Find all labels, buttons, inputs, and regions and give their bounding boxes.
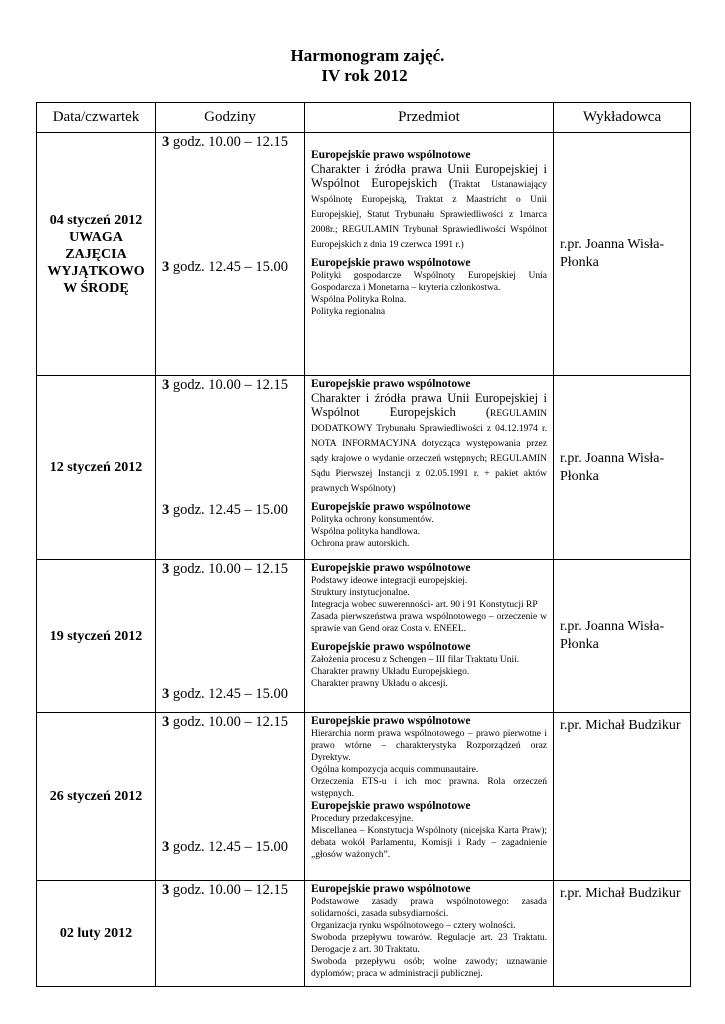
lecturer-cell: r.pr. Joanna Wisła-Płonka bbox=[554, 376, 691, 560]
date-note: W ŚRODĘ bbox=[63, 280, 129, 296]
time-slot: 3 godz. 10.00 – 12.15 bbox=[162, 377, 289, 393]
time-slot: 3 godz. 10.00 – 12.15 bbox=[162, 561, 289, 577]
subject-line: Orzeczenia ETS-u i ich moc prawna. Rola orzeczeń wstępnych. bbox=[311, 777, 547, 799]
date-text: 26 styczeń 2012 bbox=[49, 789, 143, 804]
subject-line: Wspólna polityka handlowa. bbox=[311, 527, 420, 537]
subject-title: Europejskie prawo wspólnotowe bbox=[311, 378, 471, 390]
subject-title: Europejskie prawo wspólnotowe bbox=[311, 501, 471, 513]
subject-cell bbox=[305, 881, 554, 987]
subject-line: Polityka ochrony konsumentów. bbox=[311, 515, 434, 525]
header-lecturer: Wykładowca bbox=[554, 103, 691, 133]
subject-line: Swoboda przepływu towarów. Regulacje art. 23 Traktatu. Derogacje z art. 30 Traktatu. bbox=[311, 933, 547, 955]
subject-line: Polityki gospodarcze Wspólnoty Europejskiej Unia Gospodarcza i Monetarna – kryteria członkostwa. bbox=[311, 271, 547, 293]
time-slot: 3 godz. 12.45 – 15.00 bbox=[162, 839, 289, 855]
lecturer-cell: r.pr. Joanna Wisła-Płonka bbox=[554, 133, 691, 376]
lecturer-cell: r.pr. Michał Budzikur bbox=[554, 881, 691, 987]
table-row bbox=[37, 713, 691, 881]
hours-cell bbox=[156, 376, 305, 560]
table-row bbox=[37, 133, 691, 376]
time-slot: 3 godz. 10.00 – 12.15 bbox=[162, 882, 289, 898]
subject-line: Ogólna kompozycja acquis communautaire. bbox=[311, 765, 479, 775]
date-note: UWAGA bbox=[69, 229, 123, 245]
hours-cell bbox=[156, 713, 305, 881]
hours-cell bbox=[156, 133, 305, 376]
subject-title: Europejskie prawo wspólnotowe bbox=[311, 883, 471, 895]
title-line-1: Harmonogram zajęć. bbox=[290, 46, 445, 65]
table-row bbox=[37, 560, 691, 713]
schedule-table bbox=[36, 102, 691, 987]
hours-cell bbox=[156, 560, 305, 713]
subject-title: Europejskie prawo wspólnotowe bbox=[311, 641, 471, 653]
date-text: 12 styczeń 2012 bbox=[49, 460, 143, 475]
subject-title: Europejskie prawo wspólnotowe bbox=[311, 715, 471, 727]
subject-title: Europejskie prawo wspólnotowe bbox=[311, 149, 471, 161]
subject-line: Ochrona praw autorskich. bbox=[311, 539, 410, 549]
date-note: WYJĄTKOWO bbox=[47, 263, 145, 279]
subject-line: Swoboda przepływu osób; wolne zawody; uznawanie dyplomów; praca w administracji publicznej. bbox=[311, 957, 547, 979]
subject-description: Charakter i źródła prawa Unii Europejskiej i Wspólnot Europejskich (REGULAMIN DODATKOWY Trybunału Sprawiedliwości z 04.12.1974 r. NOTA INFORMACYJNA dotycząca występowania przez sądy krajowe o wydanie orzeczeń wstępnych; REGULAMIN Sądu Pierwszej Instancji z 02.05.1991 r. + pakiet aktów prawnych Wspólnoty) bbox=[311, 391, 547, 494]
subject-line: Integracja wobec suwerenności- art. 90 i 91 Konstytucji RP bbox=[311, 600, 538, 610]
date-cell bbox=[37, 133, 156, 376]
subject-line: Wspólna Polityka Rolna. bbox=[311, 295, 407, 305]
subject-line: Zasada pierwszeństwa prawa wspólnotowego – orzeczenie w sprawie van Gend oraz Costa v. ENEEL. bbox=[311, 612, 547, 634]
subject-line: Założenia procesu z Schengen – III filar Traktatu Unii. bbox=[311, 655, 520, 665]
subject-cell bbox=[305, 560, 554, 713]
lecturer-cell: r.pr. Michał Budzikur bbox=[554, 713, 691, 881]
hours-cell bbox=[156, 881, 305, 987]
time-slot: 3 godz. 12.45 – 15.00 bbox=[162, 259, 289, 275]
subject-line: Miscellanea – Konstytucja Wspólnoty (nicejska Karta Praw); debata wokół Parlamentu, Komisji i Rady – zagadnienie „głosów ważonych”. bbox=[311, 826, 547, 860]
subject-line: Hierarchia norm prawa wspólnotowego – prawo pierwotne i prawo wtórne – charakterystyka Rozporządzeń oraz Dyrektyw. bbox=[311, 729, 547, 763]
header-subject: Przedmiot bbox=[305, 103, 554, 133]
subject-cell bbox=[305, 713, 554, 881]
header-date: Data/czwartek bbox=[37, 103, 156, 133]
date-note: ZAJĘCIA bbox=[65, 246, 127, 262]
time-slot: 3 godz. 10.00 – 12.15 bbox=[162, 714, 289, 730]
header-row bbox=[37, 103, 691, 133]
subject-line: Polityka regionalna bbox=[311, 307, 386, 317]
date-cell bbox=[37, 560, 156, 713]
subject-line: Charakter prawny Układu Europejskiego. bbox=[311, 667, 470, 677]
date-text: 04 styczeń 2012 bbox=[49, 212, 143, 228]
subject-title: Europejskie prawo wspólnotowe bbox=[311, 562, 471, 574]
subject-cell bbox=[305, 376, 554, 560]
date-cell bbox=[37, 881, 156, 987]
subject-line: Podstawowe zasady prawa wspólnotowego: zasada solidarności, zasada subsydiarności. bbox=[311, 897, 547, 919]
subject-line: Organizacja rynku wspólnotowego – cztery wolności. bbox=[311, 921, 516, 931]
subject-title: Europejskie prawo wspólnotowe bbox=[311, 800, 471, 812]
subject-title: Europejskie prawo wspólnotowe bbox=[311, 257, 471, 269]
date-text: 19 styczeń 2012 bbox=[49, 628, 143, 644]
time-slot: 3 godz. 12.45 – 15.00 bbox=[162, 686, 289, 702]
subject-line: Procedury przedakcesyjne. bbox=[311, 814, 414, 824]
document-title bbox=[0, 46, 725, 86]
time-slot: 3 godz. 10.00 – 12.15 bbox=[162, 134, 289, 150]
table-row bbox=[37, 881, 691, 987]
date-cell bbox=[37, 713, 156, 881]
time-slot: 3 godz. 12.45 – 15.00 bbox=[162, 502, 289, 518]
date-cell bbox=[37, 376, 156, 560]
subject-cell bbox=[305, 133, 554, 376]
lecturer-cell: r.pr. Joanna Wisła-Płonka bbox=[554, 560, 691, 713]
subject-line: Struktury instytucjonalne. bbox=[311, 588, 410, 598]
date-text: 02 luty 2012 bbox=[59, 926, 133, 941]
subject-description: Charakter i źródła prawa Unii Europejskiej i Wspólnot Europejskich (Traktat Ustanawiający Wspólnotę Europejską, Traktat z Maastricht o Unii Europejskiej, Statut Trybunału Sprawiedliwości z 1marca 2008r.; REGULAMIN Trybunał Sprawiedliwości Wspólnot Europejskich z dnia 19 czerwca 1991 r.) bbox=[311, 162, 547, 250]
subject-line: Charakter prawny Układu o akcesji. bbox=[311, 679, 448, 689]
header-hours: Godziny bbox=[156, 103, 305, 133]
table-row bbox=[37, 376, 691, 560]
title-line-2: IV rok 2012 bbox=[321, 66, 408, 85]
subject-line: Podstawy ideowe integracji europejskiej. bbox=[311, 576, 468, 586]
